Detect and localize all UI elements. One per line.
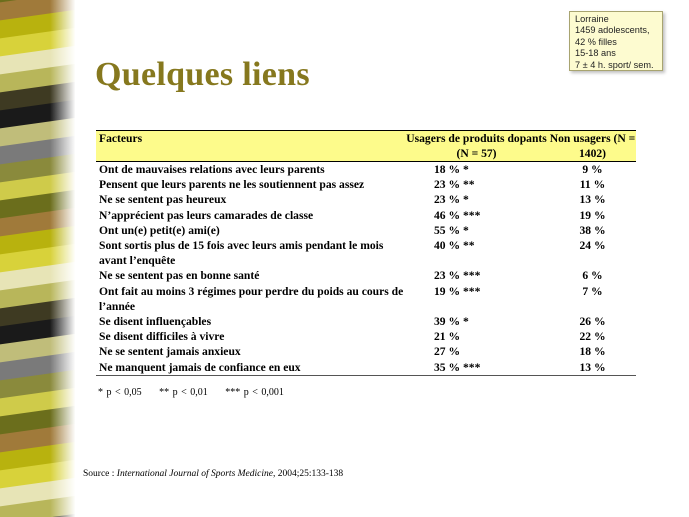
info-line: 42 % filles	[575, 36, 617, 47]
table-row	[96, 314, 636, 329]
row-dopants-value: 46 % ***	[434, 208, 481, 222]
row-dopants-value: 35 % ***	[404, 360, 549, 376]
source-prefix: Source :	[83, 469, 117, 479]
row-factor: Ne se sentent pas en bonne santé	[99, 269, 260, 283]
table-row	[96, 268, 636, 283]
row-factor: N’apprécient pas leurs camarades de classe	[99, 208, 314, 222]
row-factor: Ne manquent jamais de confiance en eux	[96, 360, 404, 376]
row-non-usagers-value: 7 %	[582, 284, 603, 298]
row-factor: Ont fait au moins 3 régimes pour perdre du poids au cours de l’année	[99, 284, 404, 313]
row-dopants-value: 23 % **	[434, 178, 475, 192]
row-non-usagers-value: 24 %	[579, 239, 606, 253]
row-factor: Pensent que leurs parents ne les soutiennent pas assez	[99, 178, 365, 192]
row-non-usagers-value: 6 %	[582, 269, 603, 283]
row-factor: Ne se sentent jamais anxieux	[99, 345, 241, 359]
table-row	[96, 192, 636, 207]
table-row	[96, 238, 636, 268]
stripe-fade	[50, 0, 80, 517]
row-non-usagers-value: 38 %	[579, 223, 606, 237]
row-non-usagers-value: 13 %	[549, 360, 636, 376]
row-dopants-value: 19 % ***	[434, 284, 481, 298]
table-row	[96, 344, 636, 359]
header-facteurs: Facteurs	[96, 131, 404, 162]
footnote-p2: ** p < 0,01	[159, 387, 208, 398]
row-factor: Se disent difficiles à vivre	[99, 330, 225, 344]
table-row	[96, 162, 636, 178]
significance-footnote	[98, 387, 298, 398]
info-box	[569, 11, 663, 71]
source-citation	[83, 469, 343, 479]
row-factor: Se disent influençables	[99, 315, 212, 329]
info-line: 7 ± 4 h. sport/ sem.	[575, 59, 654, 70]
row-factor: Sont sortis plus de 15 fois avec leurs amis pendant le mois avant l’enquête	[99, 239, 384, 268]
row-dopants-value: 39 % *	[434, 315, 469, 329]
table-row	[96, 329, 636, 344]
row-dopants-value: 55 % *	[434, 223, 469, 237]
source-journal: International Journal of Sports Medicine	[116, 469, 273, 479]
info-line: Lorraine	[575, 14, 609, 24]
footnote-p1: * p < 0,05	[98, 387, 142, 398]
row-non-usagers-value: 26 %	[579, 315, 606, 329]
table-row	[96, 284, 636, 314]
row-factor: Ne se sentent pas heureux	[99, 193, 227, 207]
row-non-usagers-value: 18 %	[579, 345, 606, 359]
row-dopants-value: 23 % ***	[434, 269, 481, 283]
row-non-usagers-value: 22 %	[579, 330, 606, 344]
header-non-usagers: Non usagers (N = 1402)	[549, 132, 636, 160]
info-line: 1459 adolescents,	[575, 25, 650, 36]
table-row	[96, 360, 636, 376]
row-non-usagers-value: 19 %	[579, 208, 606, 222]
table-row	[96, 223, 636, 238]
info-line: 15-18 ans	[575, 48, 616, 59]
table-header-row	[96, 131, 636, 162]
table-row	[96, 208, 636, 223]
row-dopants-value: 27 %	[434, 345, 461, 359]
source-suffix: , 2004;25:133-138	[272, 469, 344, 479]
row-factor: Ont de mauvaises relations avec leurs parents	[99, 163, 325, 176]
row-non-usagers-value: 13 %	[579, 193, 606, 207]
row-dopants-value: 21 %	[434, 330, 461, 344]
row-dopants-value: 23 % *	[434, 193, 469, 207]
results-table	[96, 130, 636, 376]
row-non-usagers-value: 11 %	[579, 178, 606, 192]
slide-title: Quelques liens	[95, 56, 310, 93]
row-non-usagers-value: 9 %	[582, 163, 603, 176]
header-usagers: Usagers de produits dopants (N = 57)	[404, 131, 549, 162]
table-row	[96, 177, 636, 192]
row-dopants-value: 18 % *	[434, 163, 469, 176]
row-dopants-value: 40 % **	[434, 239, 475, 253]
results-table-container	[96, 130, 636, 376]
row-factor: Ont un(e) petit(e) ami(e)	[99, 223, 220, 237]
footnote-p3: *** p < 0,001	[225, 387, 284, 398]
